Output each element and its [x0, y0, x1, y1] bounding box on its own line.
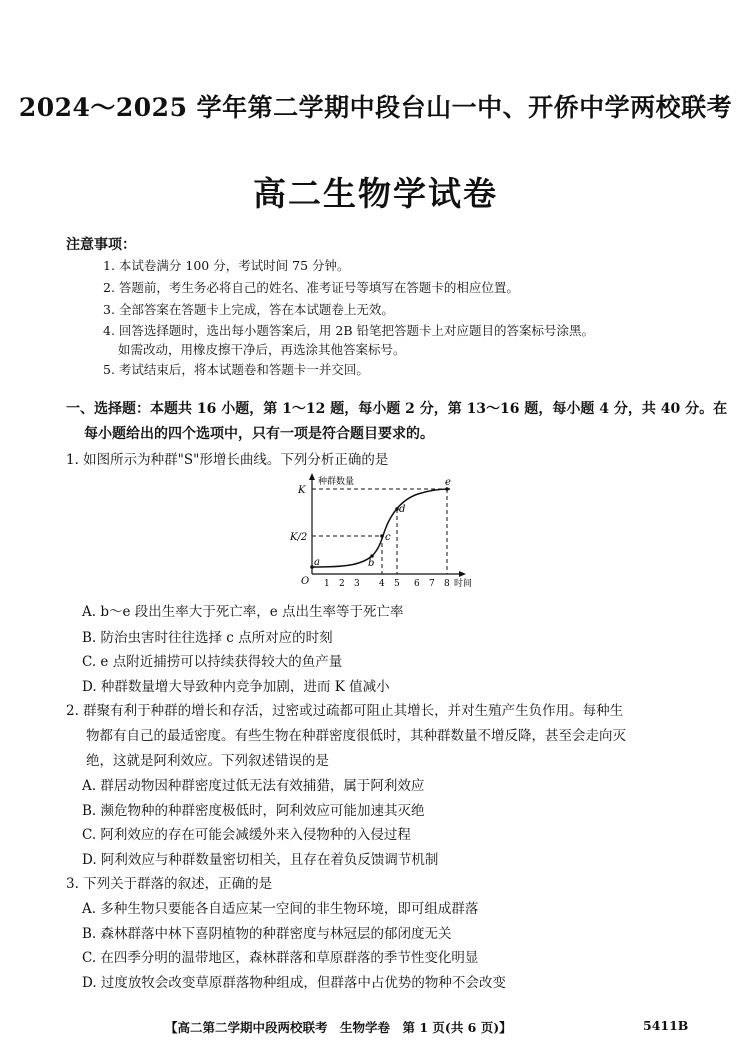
- question-1-option-b: B. 防治虫害时往往选择 c 点所对应的时刻: [82, 630, 333, 646]
- point-c: [380, 534, 384, 538]
- x-tick: 7: [429, 579, 435, 589]
- question-1-option-a: A. b～e 段出生率大于死亡率，e 点出生率等于死亡率: [82, 604, 404, 620]
- y-tick-half-k: K/2: [290, 532, 308, 543]
- notice-item: 4. 回答选择题时，选出每小题答案后，用 2B 铅笔把答题卡上对应题目的答案标号涂黑。: [103, 323, 594, 338]
- origin-label: O: [301, 576, 310, 587]
- paper-code: 5411B: [643, 1018, 689, 1033]
- question-2-option-d: D. 阿利效应与种群数量密切相关，且存在着负反馈调节机制: [82, 852, 439, 868]
- question-3-stem: 3. 下列关于群落的叙述，正确的是: [66, 876, 273, 892]
- question-1-stem: 1. 如图所示为种群"S"形增长曲线。下列分析正确的是: [66, 452, 389, 468]
- notice-item: 3. 全部答案在答题卡上完成，答在本试题卷上无效。: [103, 302, 394, 317]
- page-footer: 【高二第二学期中段两校联考 生物学卷 第 1 页(共 6 页)】: [165, 1020, 512, 1035]
- exam-title: 2024～2025 学年第二学期中段台山一中、开侨中学两校联考: [18, 93, 733, 122]
- s-curve-figure: [290, 470, 480, 595]
- y-axis-label: 种群数量: [318, 477, 355, 487]
- point-label-c: c: [385, 532, 391, 543]
- x-tick: 4: [379, 579, 385, 589]
- question-2-stem-cont: 绝，这就是阿利效应。下列叙述错误的是: [86, 753, 329, 769]
- question-2-stem-cont: 物都有自己的最适密度。有些生物在种群密度很低时，其种群数量不增反降，甚至会走向灭: [86, 728, 626, 744]
- section-heading-cont: 每小题给出的四个选项中，只有一项是符合题目要求的。: [84, 426, 434, 442]
- x-tick: 2: [339, 579, 345, 589]
- notice-item: 如需改动，用橡皮擦干净后，再选涂其他答案标号。: [118, 342, 406, 357]
- notice-item: 2. 答题前，考生务必将自己的姓名、准考证号等填写在答题卡的相应位置。: [103, 280, 519, 295]
- notice-item: 5. 考试结束后，将本试题卷和答题卡一并交回。: [103, 362, 369, 377]
- x-tick: 1: [324, 579, 330, 589]
- question-1-option-c: C. e 点附近捕捞可以持续获得较大的鱼产量: [82, 654, 343, 670]
- point-label-e: e: [445, 477, 451, 488]
- question-2-option-a: A. 群居动物因种群密度过低无法有效捕猎，属于阿利效应: [82, 778, 425, 794]
- s-curve: [312, 489, 450, 567]
- question-3-option-c: C. 在四季分明的温带地区，森林群落和草原群落的季节性变化明显: [82, 950, 479, 966]
- question-2-stem: 2. 群聚有利于种群的增长和存活，过密或过疏都可阻止其增长，并对生殖产生负作用。每种生: [66, 703, 624, 719]
- subject-title: 高二生物学试卷: [253, 174, 498, 213]
- question-3-option-a: A. 多种生物只要能各自适应某一空间的非生物环境，即可组成群落: [82, 901, 479, 917]
- x-tick: 8: [444, 579, 450, 589]
- question-1-option-d: D. 种群数量增大导致种内竞争加剧，进而 K 值减小: [82, 679, 390, 695]
- y-tick-k: K: [298, 485, 306, 496]
- point-label-a: a: [314, 557, 320, 568]
- question-3-option-b: B. 森林群落中林下喜阴植物的种群密度与林冠层的郁闭度无关: [82, 926, 452, 942]
- section-heading: 一、选择题：本题共 16 小题，第 1～12 题，每小题 2 分，第 13～16 题，每小题 4 分，共 40 分。在: [66, 401, 728, 417]
- notice-item: 1. 本试卷满分 100 分，考试时间 75 分钟。: [103, 258, 350, 273]
- x-tick: 5: [394, 579, 400, 589]
- question-3-option-d: D. 过度放牧会改变草原群落物种组成，但群落中占优势的物种不会改变: [82, 975, 506, 991]
- x-tick: 3: [354, 579, 360, 589]
- notice-heading: 注意事项：: [66, 237, 136, 253]
- question-2-option-c: C. 阿利效应的存在可能会减缓外来入侵物种的入侵过程: [82, 827, 411, 843]
- point-label-d: d: [399, 504, 406, 515]
- x-tick: 6: [414, 579, 420, 589]
- question-2-option-b: B. 濒危物种的种群密度极低时，阿利效应可能加速其灭绝: [82, 803, 425, 819]
- x-axis-label: 时间: [454, 579, 473, 589]
- point-label-b: b: [368, 558, 375, 569]
- x-axis-arrow: [459, 571, 466, 577]
- y-axis-arrow: [309, 473, 315, 480]
